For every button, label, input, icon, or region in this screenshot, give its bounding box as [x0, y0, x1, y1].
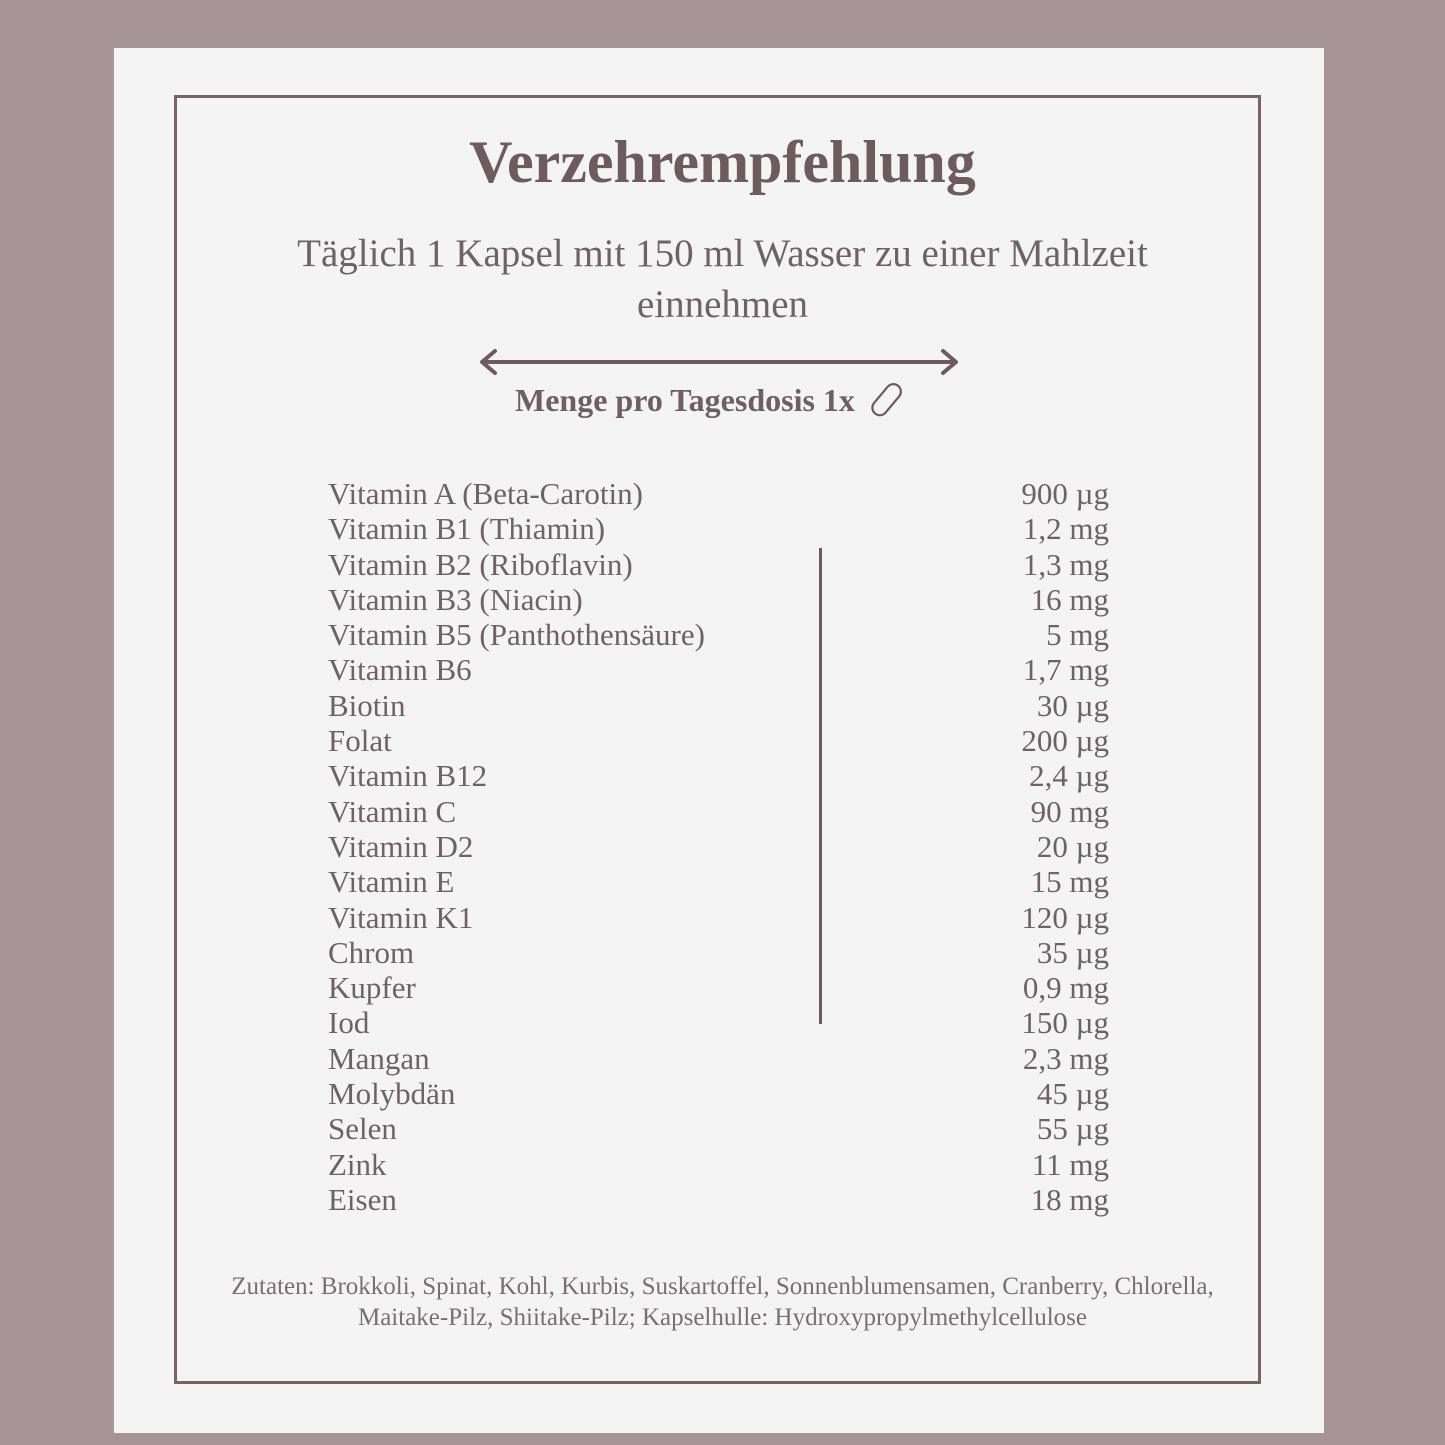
nutrient-amount: 16 mg — [1030, 581, 1109, 617]
nutrient-amount: 35 µg — [1036, 934, 1109, 970]
nutrient-amount: 1,2 mg — [1022, 511, 1109, 547]
nutrient-amount: 2,4 µg — [1029, 758, 1109, 794]
nutrient-amount: 120 µg — [1021, 899, 1109, 935]
nutrient-name: Vitamin D2 — [328, 828, 474, 864]
nutrient-name: Vitamin C — [328, 793, 457, 829]
nutrient-name: Eisen — [328, 1181, 397, 1217]
nutrient-amount: 15 mg — [1030, 864, 1109, 900]
nutrient-name: Vitamin A (Beta-Carotin) — [328, 476, 643, 511]
double-arrow-icon — [477, 347, 961, 377]
nutrient-amount: 18 mg — [1030, 1181, 1109, 1217]
nutrient-amount: 2,3 mg — [1022, 1040, 1109, 1076]
capsule-icon — [867, 380, 907, 420]
column-divider — [819, 548, 822, 1024]
nutrient-name: Vitamin B6 — [328, 652, 472, 688]
nutrient-amount: 90 mg — [1030, 793, 1109, 829]
nutrient-name: Iod — [328, 1005, 370, 1041]
nutrient-name: Vitamin B5 (Panthothensäure) — [328, 617, 705, 653]
page-title: Verzehrempfehlung — [469, 129, 976, 195]
nutrient-name: Mangan — [328, 1040, 430, 1076]
nutrient-amount: 55 µg — [1036, 1111, 1109, 1147]
nutrient-amount: 1,3 mg — [1022, 546, 1109, 582]
nutrient-name: Vitamin E — [328, 864, 455, 900]
nutrient-name: Selen — [328, 1111, 397, 1147]
nutrient-name: Vitamin B2 (Riboflavin) — [328, 546, 633, 582]
nutrient-amount: 150 µg — [1021, 1005, 1109, 1041]
nutrient-name: Folat — [328, 723, 392, 759]
nutrient-amount: 0,9 mg — [1022, 970, 1109, 1006]
nutrient-amount: 900 µg — [1021, 476, 1109, 511]
nutrient-name: Vitamin B3 (Niacin) — [328, 581, 583, 617]
nutrient-amount: 20 µg — [1036, 828, 1109, 864]
nutrient-amount: 1,7 mg — [1022, 652, 1109, 688]
nutrient-name: Vitamin K1 — [328, 899, 474, 935]
nutrient-name: Vitamin B12 — [328, 758, 488, 794]
nutrient-amount: 200 µg — [1021, 723, 1109, 759]
nutrient-amount: 45 µg — [1036, 1076, 1109, 1112]
nutrient-name: Molybdän — [328, 1076, 456, 1112]
nutrient-name: Kupfer — [328, 970, 416, 1006]
dose-label: Menge pro Tagesdosis 1x — [515, 381, 855, 418]
dose-label-row — [515, 380, 907, 420]
ingredients-text: Zutaten: Brokkoli, Spinat, Kohl, Kurbis, Suskartoffel, Sonnenblumensamen, Cranberry, Chlorella, Maitake-Pilz, Shiitake-Pilz; Kapselhulle: Hydroxypropylmethylcellulose — [231, 1273, 1214, 1331]
nutrient-amount-list — [1021, 476, 1109, 1217]
nutrient-name: Biotin — [328, 687, 406, 723]
nutrient-name: Vitamin B1 (Thiamin) — [328, 511, 606, 547]
nutrient-name: Zink — [328, 1146, 387, 1182]
nutrient-amount: 30 µg — [1036, 687, 1109, 723]
nutrient-name: Chrom — [328, 934, 415, 970]
dosage-instruction: Täglich 1 Kapsel mit 150 ml Wasser zu einer Mahlzeit einnehmen — [297, 232, 1148, 326]
nutrient-amount: 11 mg — [1031, 1146, 1109, 1182]
nutrient-name-list — [328, 476, 705, 1217]
nutrient-amount: 5 mg — [1046, 617, 1109, 653]
